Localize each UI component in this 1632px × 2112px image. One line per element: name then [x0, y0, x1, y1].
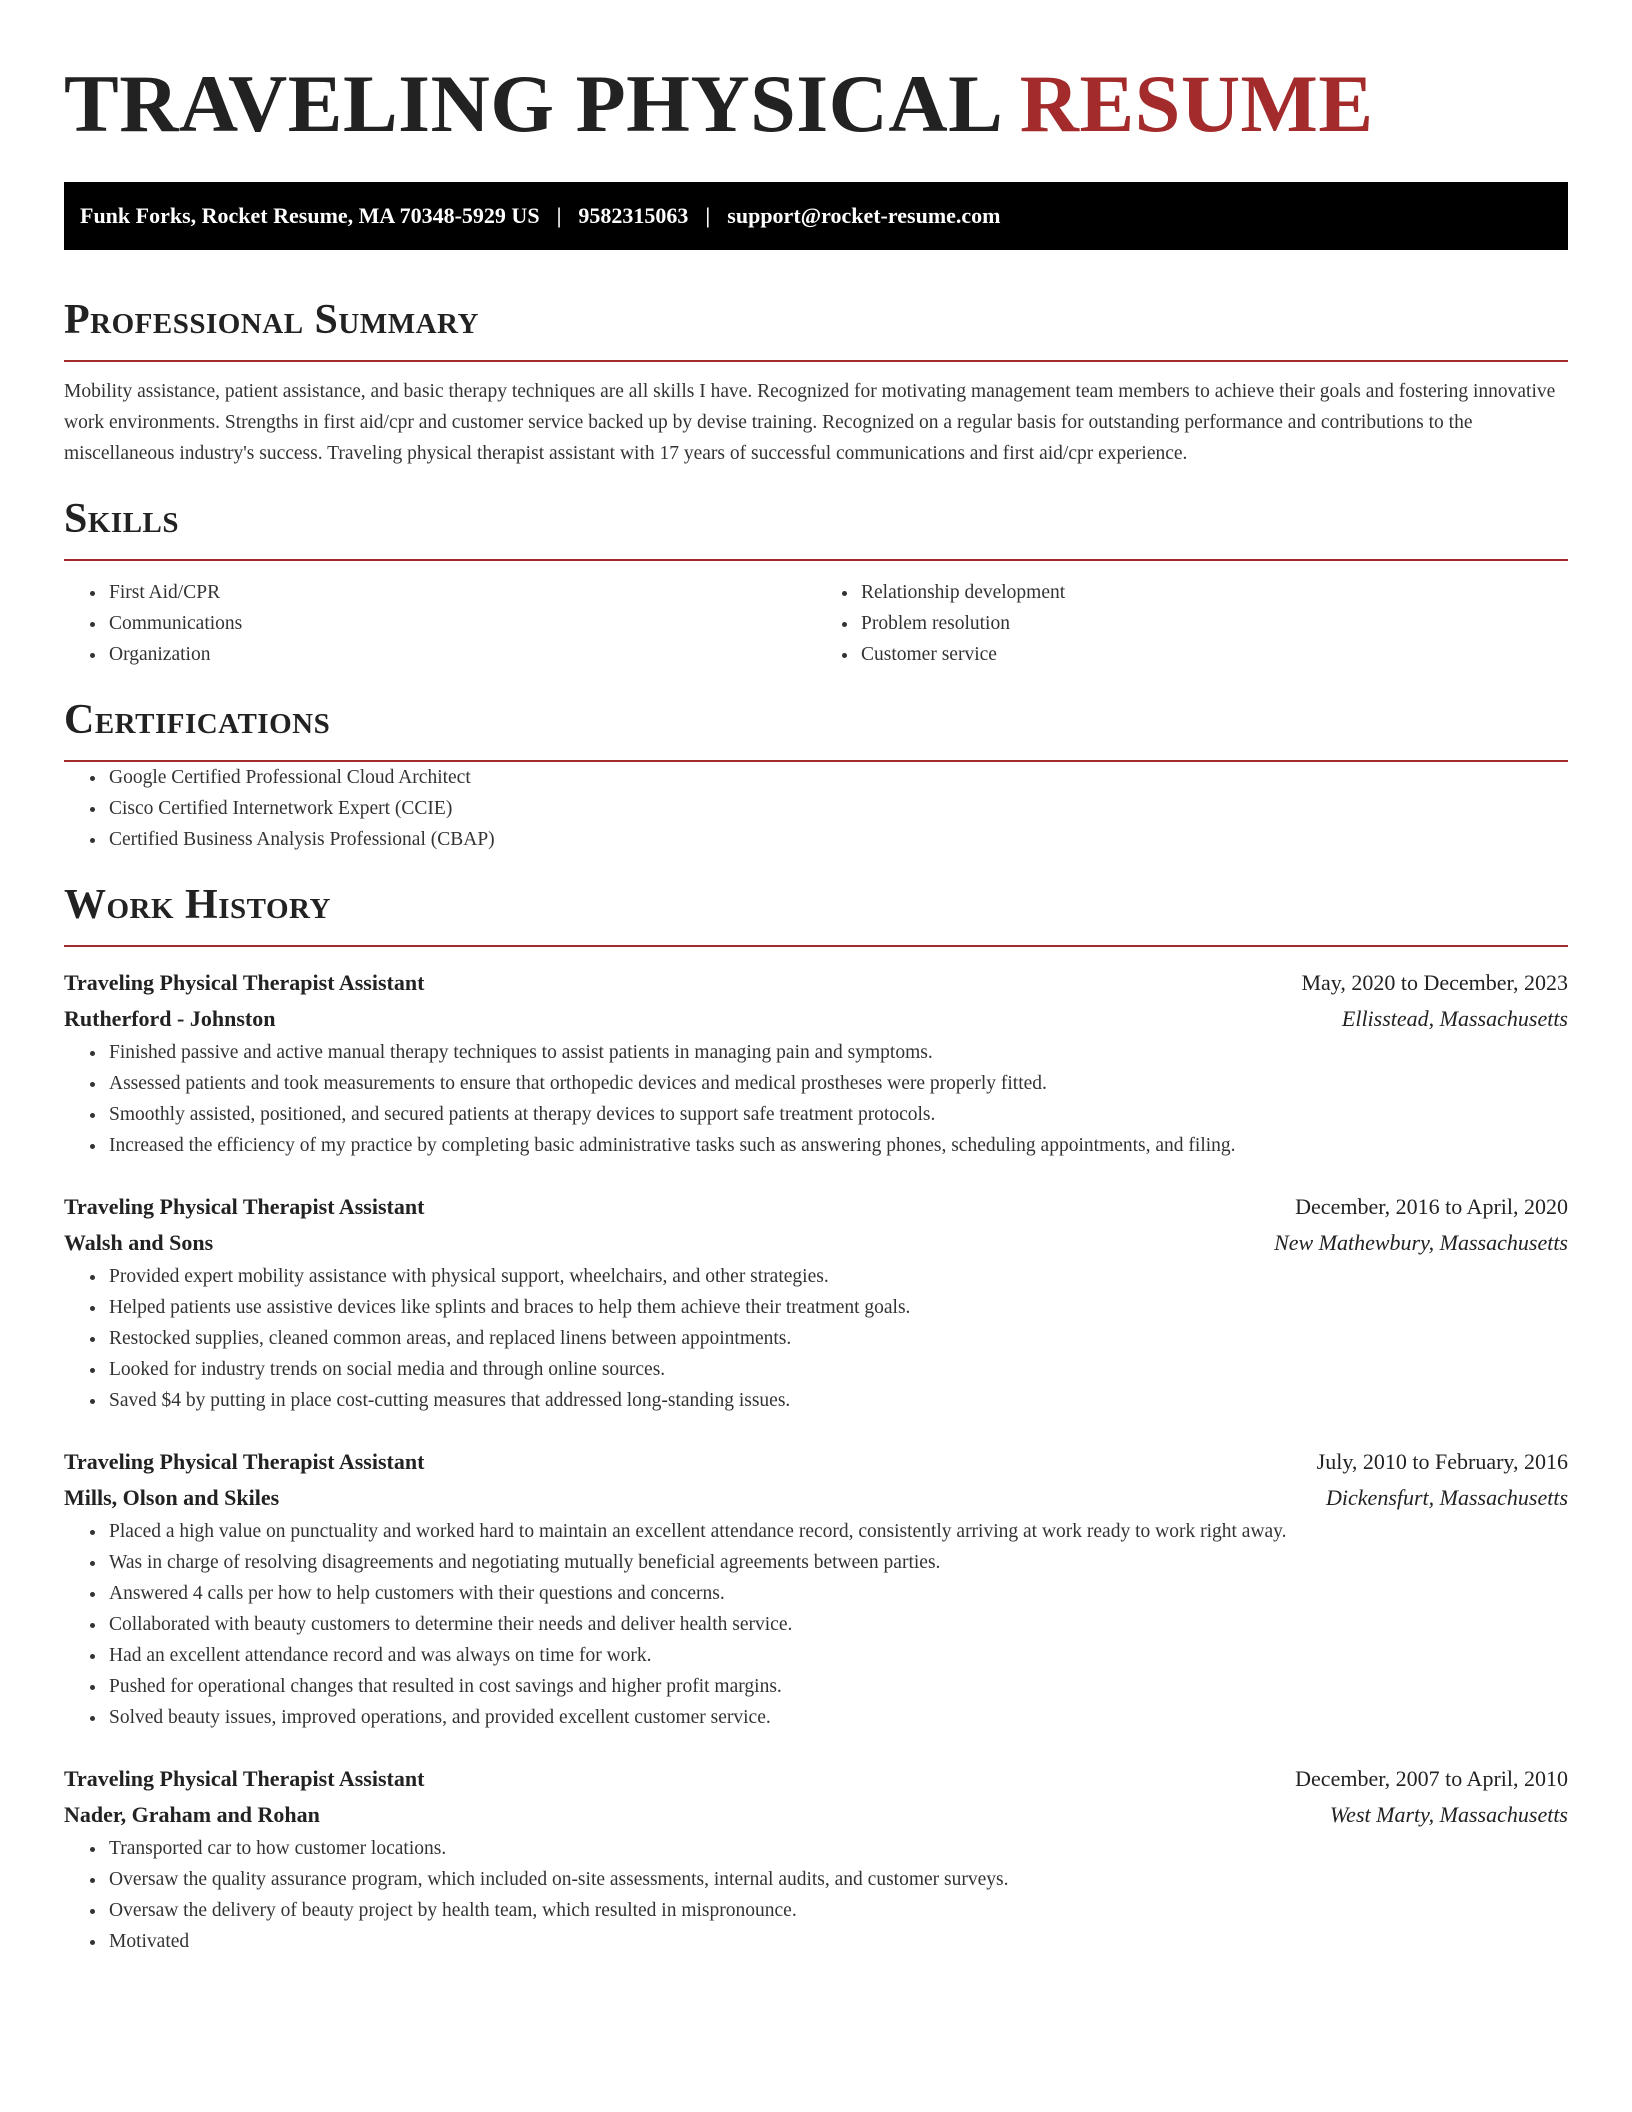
skills-list-left: [64, 577, 816, 670]
certifications-list: [64, 762, 1568, 855]
certification-item: • Cisco Certified Internetwork Expert (CCIE): [107, 793, 1568, 824]
job-subheader: [64, 1480, 1568, 1516]
job-bullet: • Answered 4 calls per how to help customers with their questions and concerns.: [107, 1578, 1568, 1609]
job-bullets: [64, 1833, 1568, 1957]
work-history-heading: Work History: [64, 882, 331, 928]
title-accent: RESUME: [1019, 58, 1374, 149]
job-title: Traveling Physical Therapist Assistant: [64, 970, 425, 995]
contact-address: Funk Forks, Rocket Resume, MA 70348-5929 US: [80, 203, 540, 228]
job-company: Rutherford - Johnston: [64, 1006, 276, 1031]
job-dates: December, 2016 to April, 2020: [1295, 1194, 1568, 1219]
job-company: Nader, Graham and Rohan: [64, 1802, 320, 1827]
contact-email[interactable]: support@rocket-resume.com: [727, 203, 1001, 228]
job-bullet: • Smoothly assisted, positioned, and secured patients at therapy devices to support safe treatment protocols.: [107, 1099, 1568, 1130]
job-bullet: • Pushed for operational changes that resulted in cost savings and higher profit margins.: [107, 1671, 1568, 1702]
job-location: New Mathewbury, Massachusetts: [1274, 1230, 1568, 1255]
certifications-heading: Certifications: [64, 697, 331, 743]
job-bullet: • Motivated: [107, 1926, 1568, 1957]
job-bullets: [64, 1516, 1568, 1733]
contact-separator: |: [556, 203, 562, 228]
skill-item: • Problem resolution: [859, 608, 1568, 639]
job-dates: July, 2010 to February, 2016: [1316, 1449, 1568, 1474]
summary-heading: Professional Summary: [64, 297, 479, 343]
certification-item: • Google Certified Professional Cloud Architect: [107, 762, 1568, 793]
job-bullet: • Oversaw the delivery of beauty project by health team, which resulted in mispronounce.: [107, 1895, 1568, 1926]
job-title: Traveling Physical Therapist Assistant: [64, 1449, 425, 1474]
certification-item: • Certified Business Analysis Professional (CBAP): [107, 824, 1568, 855]
contact-bar: [64, 182, 1568, 250]
summary-section: [64, 294, 1568, 469]
job-bullets: [64, 1261, 1568, 1416]
job-header: [64, 1189, 1568, 1225]
certifications-section: [64, 694, 1568, 855]
job-location: West Marty, Massachusetts: [1329, 1802, 1568, 1827]
skills-heading: Skills: [64, 496, 180, 542]
job-bullet: • Oversaw the quality assurance program, which included on-site assessments, internal audits, and customer surveys.: [107, 1864, 1568, 1895]
job-bullet: • Had an excellent attendance record and was always on time for work.: [107, 1640, 1568, 1671]
job-header: [64, 1444, 1568, 1480]
job-bullet: • Restocked supplies, cleaned common areas, and replaced linens between appointments.: [107, 1323, 1568, 1354]
job-entry: [64, 1189, 1568, 1416]
job-company: Mills, Olson and Skiles: [64, 1485, 280, 1510]
job-bullet: • Finished passive and active manual therapy techniques to assist patients in managing pain and symptoms.: [107, 1037, 1568, 1068]
job-bullet: • Increased the efficiency of my practice by completing basic administrative tasks such as answering phones, scheduling appointments, and filing.: [107, 1130, 1568, 1161]
skills-list-right: [816, 577, 1568, 670]
skill-item: • Organization: [107, 639, 816, 670]
job-title: Traveling Physical Therapist Assistant: [64, 1194, 425, 1219]
job-bullet: • Solved beauty issues, improved operations, and provided excellent customer service.: [107, 1702, 1568, 1733]
section-divider: [64, 559, 1568, 561]
job-subheader: [64, 1001, 1568, 1037]
job-bullet: • Helped patients use assistive devices like splints and braces to help them achieve their treatment goals.: [107, 1292, 1568, 1323]
job-bullet: • Placed a high value on punctuality and worked hard to maintain an excellent attendance record, consistently arriving at work ready to work right away.: [107, 1516, 1568, 1547]
job-entry: [64, 1444, 1568, 1733]
job-dates: May, 2020 to December, 2023: [1301, 970, 1568, 995]
skill-item: • Relationship development: [859, 577, 1568, 608]
job-bullet: • Saved $4 by putting in place cost-cutting measures that addressed long-standing issues.: [107, 1385, 1568, 1416]
job-bullets: [64, 1037, 1568, 1161]
job-bullet: • Provided expert mobility assistance with physical support, wheelchairs, and other strategies.: [107, 1261, 1568, 1292]
summary-text: Mobility assistance, patient assistance, and basic therapy techniques are all skills I have. Recognized for motivating management team members to achieve their goals and fostering innovative work environments. Strengths in first aid/cpr and customer service backed up by devise training. Recognized on a regular basis for outstanding performance and contributions to the miscellaneous industry's success. Traveling physical therapist assistant with 17 years of successful communications and first aid/cpr experience.: [64, 381, 1556, 464]
work-history-section: [64, 879, 1568, 1957]
skill-item: • First Aid/CPR: [107, 577, 816, 608]
job-subheader: [64, 1797, 1568, 1833]
job-subheader: [64, 1225, 1568, 1261]
section-divider: [64, 360, 1568, 362]
skills-column-right: [816, 577, 1568, 670]
job-entry: [64, 1761, 1568, 1957]
skills-section: [64, 493, 1568, 670]
skills-grid: [64, 577, 1568, 670]
job-bullet: • Transported car to how customer locations.: [107, 1833, 1568, 1864]
contact-phone: 9582315063: [578, 203, 689, 228]
title-main: TRAVELING PHYSICAL: [64, 58, 999, 149]
job-header: [64, 965, 1568, 1001]
job-bullet: • Was in charge of resolving disagreements and negotiating mutually beneficial agreements between parties.: [107, 1547, 1568, 1578]
contact-separator: |: [705, 203, 711, 228]
job-company: Walsh and Sons: [64, 1230, 214, 1255]
job-title: Traveling Physical Therapist Assistant: [64, 1766, 425, 1791]
resume-title: [64, 0, 1568, 150]
job-location: Dickensfurt, Massachusetts: [1326, 1485, 1568, 1510]
job-location: Ellisstead, Massachusetts: [1341, 1006, 1568, 1031]
skills-column-left: [64, 577, 816, 670]
job-header: [64, 1761, 1568, 1797]
job-dates: December, 2007 to April, 2010: [1295, 1766, 1568, 1791]
job-bullet: • Looked for industry trends on social media and through online sources.: [107, 1354, 1568, 1385]
skill-item: • Communications: [107, 608, 816, 639]
job-bullet: • Collaborated with beauty customers to determine their needs and deliver health service.: [107, 1609, 1568, 1640]
skill-item: • Customer service: [859, 639, 1568, 670]
job-bullet: • Assessed patients and took measurements to ensure that orthopedic devices and medical prostheses were properly fitted.: [107, 1068, 1568, 1099]
job-entry: [64, 965, 1568, 1161]
section-divider: [64, 945, 1568, 947]
